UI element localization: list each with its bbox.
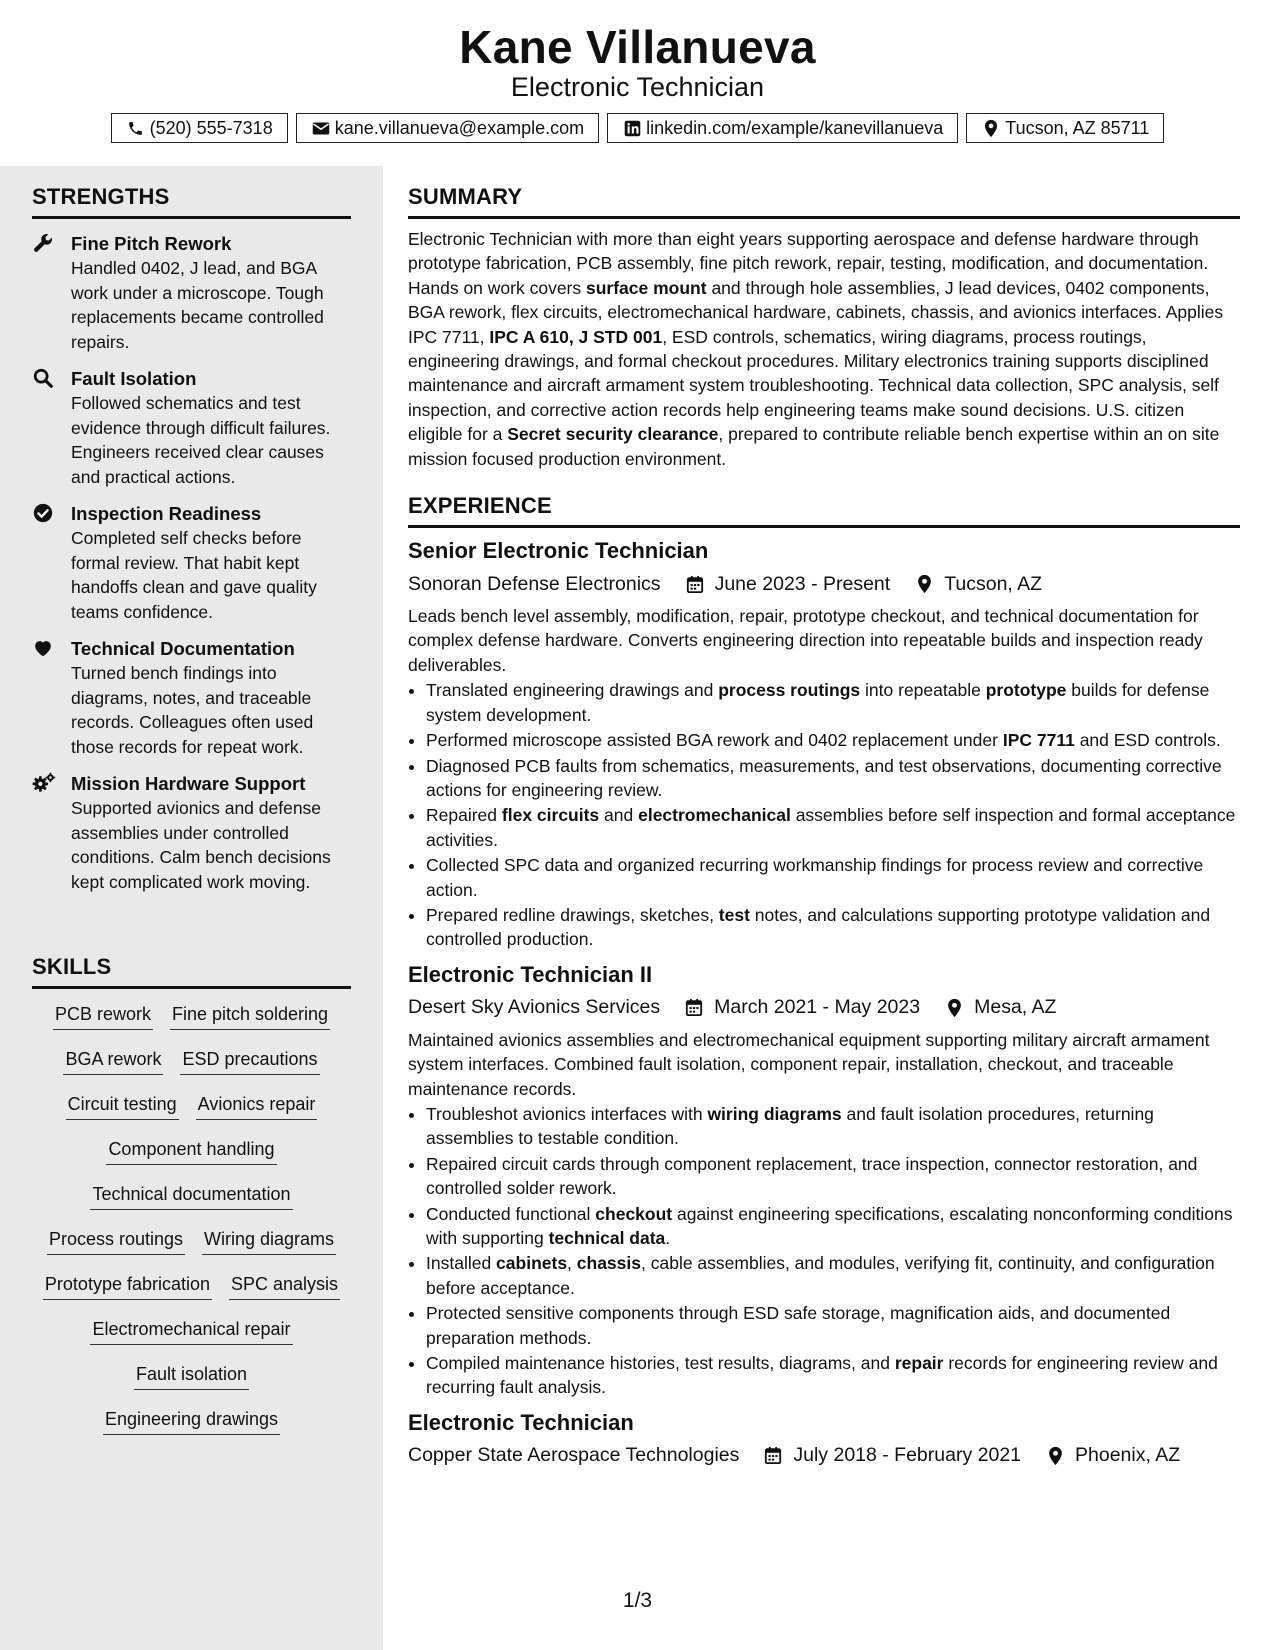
- job-location: Tucson, AZ: [944, 572, 1043, 595]
- bullet-bold: IPC 7711: [1002, 730, 1075, 751]
- bullet-text: and ESD controls.: [1074, 730, 1221, 751]
- skill-tag: Electromechanical repair: [90, 1316, 292, 1345]
- job-title: Electronic Technician: [408, 1409, 634, 1435]
- strength-item: [32, 636, 351, 759]
- skill-tag: Wiring diagrams: [202, 1226, 336, 1255]
- map-pin-icon: [981, 118, 1001, 138]
- skill-tag: Component handling: [106, 1136, 276, 1165]
- job-meta: [408, 993, 1240, 1023]
- job-bullet: [426, 853, 1240, 902]
- bullet-text: assemblies before self inspection and formal acceptance activities.: [426, 805, 1236, 850]
- summary-text: and through hole assemblies, J lead devices, 0402 components, BGA rework, flex circuits, electromechanical hardware, cabinets, chassis, and avionics interfaces. Applies IPC 7711,: [408, 277, 1224, 347]
- skill-tag: SPC analysis: [229, 1271, 340, 1300]
- bullet-text: against engineering specifications, escalating nonconforming conditions with supporting: [426, 1203, 1233, 1248]
- job-bullet: [426, 1152, 1240, 1201]
- strength-title: Technical Documentation: [71, 638, 295, 659]
- bullet-text: Collected SPC data and organized recurring workmanship findings for process review and corrective action.: [426, 855, 1204, 900]
- bullet-text: Conducted functional: [426, 1203, 596, 1224]
- map-pin-icon: [914, 574, 934, 594]
- job-entry: [408, 1408, 1240, 1471]
- gears-icon: [32, 772, 54, 794]
- strengths-section: [32, 184, 351, 894]
- summary-bold: IPC A 610, J STD 001: [489, 326, 663, 347]
- strength-text: Followed schematics and test evidence through difficult failures. Engineers received clear causes and practical actions.: [71, 393, 331, 487]
- job-dates: June 2023 - Present: [714, 572, 891, 595]
- job-bullet: [426, 754, 1240, 803]
- skill-row: [32, 1091, 351, 1136]
- skill-tag: Engineering drawings: [103, 1406, 280, 1435]
- job-description: Maintained avionics assemblies and electromechanical equipment supporting military aircraft armament system interfaces. Combined fault isolation, component repair, installation, checkout, and traceable maintenance records.: [408, 1029, 1210, 1099]
- strength-text: Supported avionics and defense assemblies under controlled conditions. Calm bench decisions kept complicated work moving.: [71, 798, 331, 892]
- strength-item: [32, 771, 351, 894]
- job-bullet: [426, 803, 1240, 852]
- bullet-bold: chassis: [576, 1253, 641, 1274]
- bullet-text: Troubleshot avionics interfaces with: [426, 1103, 708, 1124]
- linkedin-icon: [622, 118, 642, 138]
- summary-text: Electronic Technician with more than eight years supporting aerospace and defense hardware through prototype fabrication, PCB assembly, fine pitch rework, repair, testing, modification, and documentation. Hands on work covers: [408, 229, 1209, 298]
- job-bullet: [426, 1351, 1240, 1400]
- summary-text: [408, 227, 1240, 471]
- bullet-text: and: [599, 805, 639, 826]
- bullet-bold: technical data: [548, 1228, 666, 1248]
- strength-title: Mission Hardware Support: [71, 773, 306, 794]
- summary-bold: surface mount: [586, 277, 707, 298]
- bullet-text: ,: [567, 1253, 577, 1274]
- skills-heading: SKILLS: [32, 954, 351, 989]
- skill-tag: ESD precautions: [180, 1046, 319, 1075]
- page-number: 1/3: [622, 1589, 653, 1612]
- job-title: Senior Electronic Technician: [408, 538, 709, 564]
- job-company: Desert Sky Avionics Services: [408, 996, 661, 1019]
- bullet-text: Repaired: [426, 805, 502, 826]
- calendar-icon: [763, 1446, 783, 1466]
- strength-title: Inspection Readiness: [71, 503, 262, 524]
- skills-section: [32, 954, 351, 1451]
- location-contact: [966, 113, 1164, 143]
- job-bullet: [426, 1301, 1240, 1350]
- strength-item: [32, 231, 351, 354]
- job-bullet: [426, 678, 1240, 727]
- email-contact[interactable]: [296, 113, 599, 143]
- skills-list: [32, 1001, 351, 1451]
- bullet-text: records for engineering review and recurring fault analysis.: [426, 1353, 1218, 1398]
- strength-text: Completed self checks before formal review. That habit kept handoffs clean and gave quality teams confidence.: [71, 528, 317, 622]
- job-company: Copper State Aerospace Technologies: [408, 1444, 740, 1467]
- location-text: Tucson, AZ 85711: [1005, 117, 1150, 138]
- contact-bar: [0, 113, 1275, 143]
- job-bullet: [426, 1251, 1240, 1300]
- magnifier-icon: [32, 367, 54, 389]
- linkedin-text: linkedin.com/example/kanevillanueva: [646, 117, 944, 138]
- bullet-bold: prototype: [985, 680, 1067, 701]
- job-bullet: [426, 1202, 1240, 1251]
- bullet-bold: test: [718, 904, 750, 925]
- strength-text: Turned bench findings into diagrams, notes, and traceable records. Colleagues often used those records for repeat work.: [71, 663, 314, 757]
- bullet-bold: flex circuits: [501, 805, 600, 826]
- bullet-bold: repair: [894, 1353, 944, 1374]
- job-meta: [408, 569, 1240, 599]
- job-location: Phoenix, AZ: [1075, 1444, 1181, 1467]
- map-pin-icon: [944, 998, 964, 1018]
- bullet-text: Compiled maintenance histories, test results, diagrams, and: [426, 1353, 895, 1374]
- summary-text: , prepared to contribute reliable bench expertise within an on site mission focused production environment.: [408, 424, 1220, 469]
- skill-row: [32, 1136, 351, 1181]
- candidate-title: Electronic Technician: [510, 72, 765, 102]
- skill-row: [32, 1271, 351, 1316]
- check-circle-icon: [32, 502, 54, 524]
- bullet-text: into repeatable: [860, 680, 986, 701]
- bullet-bold: wiring diagrams: [707, 1103, 842, 1124]
- phone-contact[interactable]: [111, 113, 288, 143]
- job-bullet: [426, 728, 1240, 752]
- skill-tag: Fine pitch soldering: [170, 1001, 330, 1030]
- bullet-bold: checkout: [595, 1203, 673, 1224]
- strengths-list: [32, 231, 351, 894]
- bullet-text: builds for defense system development.: [426, 680, 1210, 725]
- skill-tag: PCB rework: [53, 1001, 153, 1030]
- envelope-icon: [311, 118, 331, 138]
- wrench-icon: [32, 232, 54, 254]
- skill-tag: Avionics repair: [196, 1091, 318, 1120]
- skill-row: [32, 1316, 351, 1361]
- linkedin-contact[interactable]: [607, 113, 958, 143]
- strength-item: [32, 366, 351, 489]
- bullet-bold: electromechanical: [638, 805, 791, 826]
- bullet-text: Diagnosed PCB faults from schematics, measurements, and test observations, documenting corrective actions for engineering review.: [426, 755, 1222, 800]
- strengths-heading: STRENGTHS: [32, 184, 351, 219]
- skill-tag: BGA rework: [63, 1046, 163, 1075]
- bullet-text: Prepared redline drawings, sketches,: [426, 904, 719, 925]
- job-bullets: [408, 678, 1240, 951]
- job-entry: [408, 536, 1240, 952]
- strength-title: Fault Isolation: [71, 368, 197, 389]
- job-dates: March 2021 - May 2023: [714, 996, 921, 1019]
- bullet-bold: cabinets: [496, 1253, 568, 1274]
- bullet-text: Performed microscope assisted BGA rework and 0402 replacement under: [426, 730, 1003, 751]
- bullet-text: Translated engineering drawings and: [426, 680, 719, 701]
- skill-tag: Circuit testing: [66, 1091, 179, 1120]
- summary-bold: Secret security clearance: [507, 424, 719, 445]
- summary-heading: SUMMARY: [408, 184, 1240, 219]
- skill-row: [32, 1406, 351, 1451]
- skill-tag: Process routings: [47, 1226, 185, 1255]
- phone-text: (520) 555-7318: [149, 117, 273, 138]
- resume-header: [0, 0, 1275, 166]
- skill-row: [32, 1226, 351, 1271]
- email-text: kane.villanueva@example.com: [334, 117, 585, 138]
- bullet-bold: process routings: [718, 680, 861, 701]
- map-pin-icon: [1045, 1446, 1065, 1466]
- sidebar: [0, 166, 383, 1650]
- skill-row: [32, 1046, 351, 1091]
- job-meta: [408, 1441, 1240, 1471]
- job-dates: July 2018 - February 2021: [793, 1444, 1022, 1467]
- calendar-icon: [685, 574, 705, 594]
- experience-heading: EXPERIENCE: [408, 493, 1240, 528]
- job-entry: [408, 960, 1240, 1400]
- job-title: Electronic Technician II: [408, 961, 653, 987]
- job-bullets: [408, 1102, 1240, 1400]
- bullet-text: Repaired circuit cards through component replacement, trace inspection, connector restoration, and controlled solder rework.: [426, 1153, 1198, 1199]
- strength-text: Handled 0402, J lead, and BGA work under a microscope. Tough replacements became controlled repairs.: [71, 258, 324, 352]
- bullet-text: notes, and calculations supporting prototype validation and controlled production.: [426, 904, 1211, 950]
- skill-tag: Technical documentation: [90, 1181, 292, 1210]
- main-content: [383, 166, 1275, 1650]
- skill-tag: Fault isolation: [134, 1361, 249, 1390]
- job-location: Mesa, AZ: [974, 996, 1057, 1019]
- calendar-icon: [684, 998, 704, 1018]
- bullet-text: .: [665, 1228, 671, 1248]
- strength-title: Fine Pitch Rework: [71, 233, 232, 254]
- candidate-name: Kane Villanueva: [459, 21, 816, 73]
- summary-text: , ESD controls, schematics, wiring diagrams, process routings, engineering drawings, and formal checkout procedures. Military electronics training supports disciplined maintenance and aircraft armament system troubleshooting. Technical data collection, SPC analysis, self inspection, and corrective action records help engineering teams make sound decisions. U.S. citizen eligible for a: [408, 326, 1219, 445]
- strength-item: [32, 501, 351, 624]
- job-company: Sonoran Defense Electronics: [408, 572, 661, 595]
- skill-row: [32, 1001, 351, 1046]
- skill-row: [32, 1181, 351, 1226]
- job-bullet: [426, 903, 1240, 952]
- phone-icon: [126, 118, 146, 138]
- job-bullet: [426, 1102, 1240, 1151]
- heart-icon: [32, 637, 54, 659]
- bullet-text: Protected sensitive components through ESD safe storage, magnification aids, and documented preparation methods.: [426, 1303, 1171, 1348]
- skill-tag: Prototype fabrication: [43, 1271, 212, 1300]
- bullet-text: , cable assemblies, and modules, verifying fit, continuity, and configuration before acceptance.: [426, 1253, 1215, 1298]
- job-description: Leads bench level assembly, modification, repair, prototype checkout, and technical documentation for complex defense hardware. Converts engineering direction into repeatable builds and inspection ready deliverables.: [408, 606, 1203, 675]
- bullet-text: Installed: [426, 1253, 497, 1274]
- experience-list: [408, 536, 1240, 1471]
- skill-row: [32, 1361, 351, 1406]
- bullet-text: and fault isolation procedures, returning assemblies to testable condition.: [426, 1103, 1154, 1149]
